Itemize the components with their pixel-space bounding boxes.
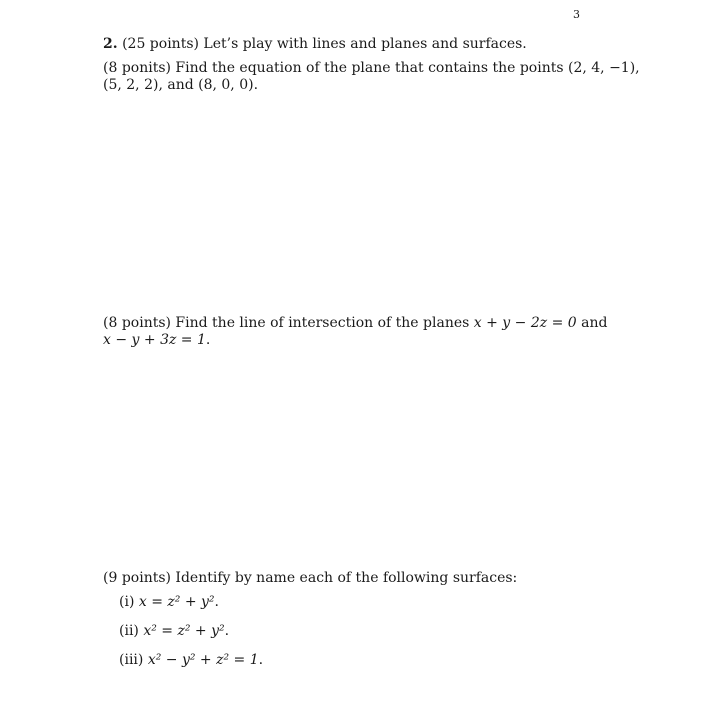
plane-equation-1: x + y − 2z = 0 — [473, 315, 577, 331]
surface-item-ii: (ii) x² = z² + y². — [119, 623, 230, 639]
part-b-and: and — [576, 315, 608, 331]
part-b-line-1 — [103, 315, 607, 331]
page-number: 3 — [573, 8, 580, 21]
part-a-line-1: (8 ponits) Find the equation of the plane that contains the points (2, 4, −1), — [103, 60, 640, 76]
part-b-line-2: x − y + 3z = 1. — [103, 332, 211, 348]
surface-equation-iii: x² − y² + z² = 1 — [147, 652, 259, 668]
plane-equation-2: x − y + 3z = 1 — [103, 332, 206, 348]
surface-equation-i: x = z² + y² — [138, 594, 215, 610]
problem-heading — [103, 36, 527, 52]
surface-item-i: (i) x = z² + y². — [119, 594, 219, 610]
part-c-intro: (9 points) Identify by name each of the following surfaces: — [103, 570, 518, 586]
surface-equation-ii: x² = z² + y² — [143, 623, 225, 639]
part-a-line-2: (5, 2, 2), and (8, 0, 0). — [103, 77, 259, 93]
problem-number: 2. — [103, 36, 118, 52]
part-b-text: (8 points) Find the line of intersection of the planes — [103, 315, 474, 331]
surface-item-iii: (iii) x² − y² + z² = 1. — [119, 652, 264, 668]
problem-intro: (25 points) Let’s play with lines and planes and surfaces. — [122, 36, 527, 52]
